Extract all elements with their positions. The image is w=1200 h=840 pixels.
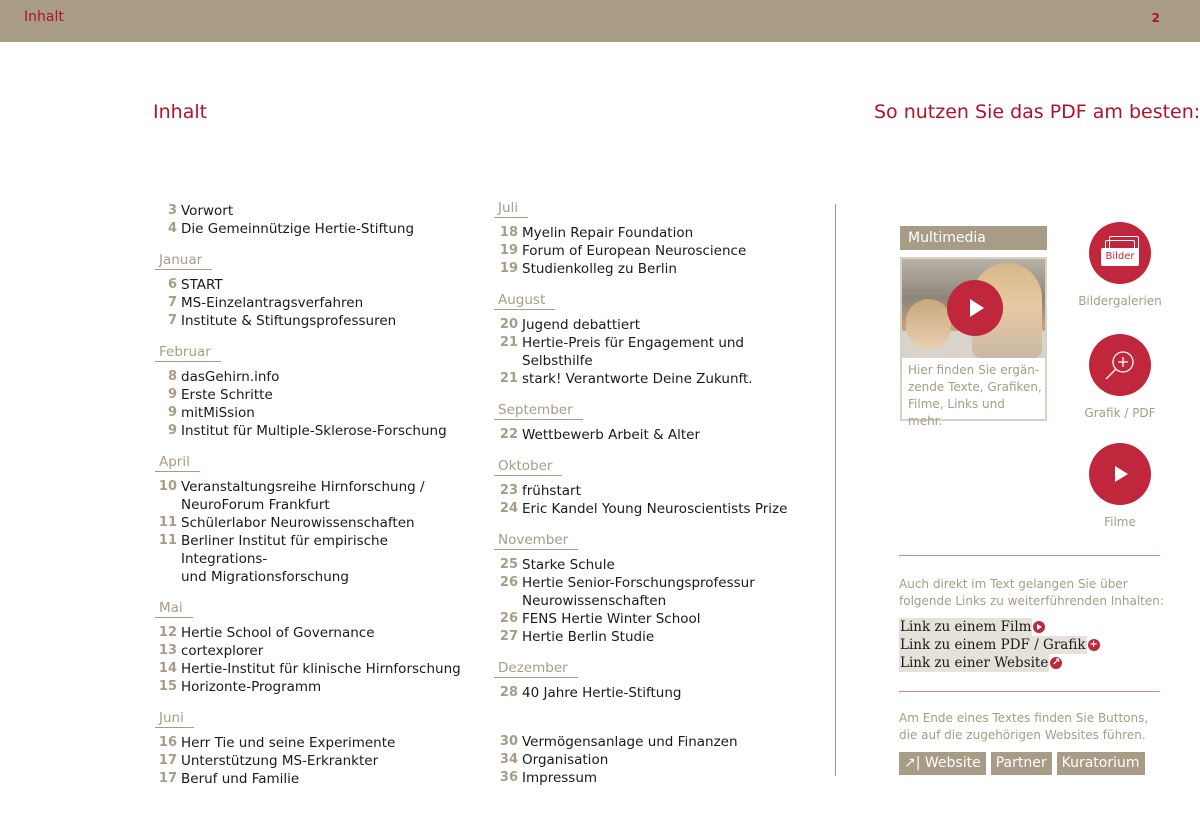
page-number: 21	[499, 371, 518, 386]
page-number: 13	[158, 643, 177, 658]
toc-entry[interactable]	[494, 574, 814, 592]
toc-entry[interactable]	[494, 260, 814, 278]
toc-entry[interactable]	[155, 752, 475, 770]
page-number: 21	[499, 335, 518, 350]
page-number: 24	[499, 501, 518, 516]
film-link[interactable]: Link zu einem Film	[899, 618, 1100, 636]
toc-group	[494, 291, 814, 388]
entry-title: Beruf und Familie	[181, 771, 300, 787]
entry-title: Erste Schritte	[181, 387, 273, 403]
page-number	[155, 496, 177, 514]
page-number: 11	[158, 515, 177, 530]
page-number: 34	[499, 752, 518, 767]
entry-title: MS-Einzelantragsverfahren	[181, 295, 364, 311]
gallery-icon[interactable]	[1089, 222, 1151, 284]
info-buttons-text: Am Ende eines Textes finden Sie Buttons, die auf die zugehörigen Websites führen.	[899, 711, 1149, 742]
month-label: Januar	[155, 251, 212, 270]
toc-entry[interactable]	[494, 684, 814, 702]
page-number: 14	[158, 661, 177, 676]
toc-entry[interactable]	[494, 426, 814, 444]
entry-title: cortexplorer	[181, 643, 264, 659]
top-bar	[0, 0, 1200, 42]
toc-entry[interactable]	[155, 642, 475, 660]
button-row	[899, 752, 1150, 775]
kuratorium-button[interactable]: Kuratorium	[1057, 752, 1145, 775]
entry-title: Neurowissenschaften	[522, 593, 667, 609]
zoom-icon[interactable]	[1089, 334, 1151, 396]
toc-group	[155, 251, 475, 330]
grafik-label: Grafik / PDF	[1084, 406, 1156, 420]
entry-title: Hertie-Institut für klinische Hirnforschung	[181, 661, 461, 677]
entry-title: Horizonte-Programm	[181, 679, 322, 695]
page-number: 11	[158, 533, 177, 548]
multimedia-photo	[902, 259, 1045, 358]
entry-title: Vorwort	[181, 203, 234, 219]
page-number: 23	[499, 483, 518, 498]
toc-entry[interactable]	[494, 733, 814, 751]
pdf-link[interactable]: Link zu einem PDF / Grafik +	[900, 637, 1098, 653]
page-number: 17	[158, 753, 177, 768]
toc-entry[interactable]	[494, 334, 814, 370]
toc-entry[interactable]	[155, 660, 475, 678]
page-number: 2	[1151, 11, 1160, 25]
toc-entry[interactable]	[155, 294, 475, 312]
month-label: August	[494, 291, 555, 310]
toc-entry[interactable]	[494, 316, 814, 334]
toc-entry[interactable]	[494, 751, 814, 769]
month-label: April	[155, 453, 200, 472]
month-label: Juni	[155, 709, 194, 728]
entry-title: Forum of European Neuroscience	[522, 243, 747, 259]
page-number: 4	[167, 221, 177, 236]
partner-button[interactable]: Partner	[991, 752, 1052, 775]
toc-entry[interactable]	[155, 514, 475, 532]
toc-group	[494, 457, 814, 518]
page-number: 3	[167, 203, 177, 218]
month-label: Oktober	[494, 457, 562, 476]
month-label: Februar	[155, 343, 221, 362]
toc-entry[interactable]	[155, 368, 475, 386]
toc-entry[interactable]	[155, 734, 475, 752]
divider	[899, 555, 1160, 556]
month-label: Mai	[155, 599, 193, 618]
toc-entry[interactable]	[155, 202, 475, 220]
page-number: 6	[167, 277, 177, 292]
toc-entry[interactable]	[155, 770, 475, 788]
toc-entry[interactable]	[155, 678, 475, 696]
gallery-badge: Bilder	[1101, 248, 1139, 266]
entry-title: Schülerlabor Neurowissenschaften	[181, 515, 415, 531]
toc-entry[interactable]	[155, 404, 475, 422]
entry-title: START	[181, 277, 223, 293]
page-number: 9	[167, 387, 177, 402]
toc-group	[494, 531, 814, 646]
page-number: 18	[499, 225, 518, 240]
filme-label: Filme	[1104, 515, 1136, 529]
page-number: 19	[499, 243, 518, 258]
play-icon	[1033, 621, 1045, 633]
toc-group	[494, 715, 814, 787]
page-number	[494, 592, 518, 610]
page-number: 36	[499, 770, 518, 785]
month-label: Dezember	[494, 659, 578, 678]
play-circle-icon[interactable]	[1089, 443, 1151, 505]
page-number	[155, 568, 177, 586]
play-icon[interactable]	[947, 280, 1003, 336]
entry-title: mitMiSsion	[181, 405, 255, 421]
toc-entry[interactable]	[155, 568, 475, 586]
page-number: 9	[167, 423, 177, 438]
toc-entry[interactable]	[494, 242, 814, 260]
page-number: 22	[499, 427, 518, 442]
page-number: 8	[167, 369, 177, 384]
page-number: 7	[167, 313, 177, 328]
multimedia-text: Hier finden Sie ergän-zende Texte, Grafiken, Filme, Links und mehr.	[908, 363, 1042, 428]
toc-entry[interactable]	[155, 220, 475, 238]
toc-group	[155, 599, 475, 696]
entry-title: Hertie-Preis für Engagement und Selbsthilfe	[522, 335, 744, 369]
entry-title: Studienkolleg zu Berlin	[522, 261, 677, 277]
toc-group	[155, 343, 475, 440]
page-number: 7	[167, 295, 177, 310]
month-label: Juli	[494, 199, 528, 218]
month-label: November	[494, 531, 578, 550]
toc-entry[interactable]	[155, 532, 475, 568]
entry-title: Hertie School of Governance	[181, 625, 375, 641]
toc-entry[interactable]	[494, 556, 814, 574]
divider-line	[835, 204, 836, 776]
entry-title: Organisation	[522, 752, 609, 768]
toc-entry[interactable]	[155, 422, 475, 440]
entry-title: 40 Jahre Hertie-Stiftung	[522, 685, 682, 701]
entry-title: stark! Verantworte Deine Zukunft.	[522, 371, 753, 387]
divider	[899, 691, 1160, 692]
page-number: 9	[167, 405, 177, 420]
entry-title: Hertie Senior-Forschungsprofessur	[522, 575, 755, 591]
multimedia-title: Multimedia	[900, 226, 1047, 250]
link-examples	[899, 618, 1100, 672]
entry-title: Hertie Berlin Studie	[522, 629, 655, 645]
toc-entry[interactable]	[155, 386, 475, 404]
website-link[interactable]: Link zu einer Website ↗	[900, 655, 1061, 671]
toc-entry[interactable]	[155, 312, 475, 330]
page-number: 25	[499, 557, 518, 572]
toc-entry[interactable]	[494, 628, 814, 646]
external-link-icon: ↗	[1052, 657, 1061, 668]
toc-group	[155, 453, 475, 586]
toc-entry[interactable]	[155, 478, 475, 496]
entry-title: Eric Kandel Young Neuroscientists Prize	[522, 501, 788, 517]
toc-entry[interactable]	[494, 224, 814, 242]
multimedia-box[interactable]	[900, 257, 1047, 428]
page-number: 12	[158, 625, 177, 640]
howto-heading: So nutzen Sie das PDF am besten:	[874, 101, 1200, 123]
entry-title: und Migrationsforschung	[181, 569, 349, 585]
page-number: 17	[158, 771, 177, 786]
toc-entry[interactable]	[494, 769, 814, 787]
month-label: September	[494, 401, 583, 420]
toc-entry[interactable]	[494, 482, 814, 500]
toc-entry[interactable]	[494, 610, 814, 628]
toc-group	[155, 202, 475, 238]
page-number: 30	[499, 734, 518, 749]
entry-title: Impressum	[522, 770, 598, 786]
toc-group	[494, 199, 814, 278]
entry-title: Institute & Stiftungsprofessuren	[181, 313, 397, 329]
page-number: 16	[158, 735, 177, 750]
contents-heading: Inhalt	[153, 101, 208, 123]
toc-entry[interactable]	[494, 500, 814, 518]
toc-group	[494, 659, 814, 702]
entry-title: Berliner Institut für empirische Integrations-	[181, 533, 388, 567]
page-number: 27	[499, 629, 518, 644]
entry-title: dasGehirn.info	[181, 369, 280, 385]
website-button[interactable]: ↗| Website	[899, 752, 986, 775]
entry-title: Die Gemeinnützige Hertie-Stiftung	[181, 221, 415, 237]
toc-entry[interactable]	[494, 592, 814, 610]
entry-title: Starke Schule	[522, 557, 615, 573]
header-title: Inhalt	[24, 9, 64, 25]
gallery-label: Bildergalerien	[1078, 294, 1162, 308]
entry-title: FENS Hertie Winter School	[522, 611, 701, 627]
plus-icon: +	[1089, 639, 1098, 650]
entry-title: Veranstaltungsreihe Hirnforschung /	[181, 479, 425, 495]
entry-title: Unterstützung MS-Erkrankter	[181, 753, 379, 769]
page-number: 10	[158, 479, 177, 494]
entry-title: Herr Tie und seine Experimente	[181, 735, 396, 751]
toc-group	[494, 401, 814, 444]
entry-title: frühstart	[522, 483, 581, 499]
entry-title: Vermögensanlage und Finanzen	[522, 734, 738, 750]
page-number: 20	[499, 317, 518, 332]
page-number: 15	[158, 679, 177, 694]
page-number: 19	[499, 261, 518, 276]
page-number: 28	[499, 685, 518, 700]
entry-title: NeuroForum Frankfurt	[181, 497, 330, 513]
toc-entry[interactable]	[155, 276, 475, 294]
entry-title: Jugend debattiert	[522, 317, 641, 333]
toc-entry[interactable]	[494, 370, 814, 388]
page-number: 26	[499, 611, 518, 626]
info-links-text: Auch direkt im Text gelangen Sie über folgende Links zu weiterführenden Inhalten:	[899, 577, 1164, 608]
toc-group	[155, 709, 475, 788]
toc-column-1	[155, 202, 475, 801]
toc-column-2	[494, 199, 814, 800]
entry-title: Wettbewerb Arbeit & Alter	[522, 427, 701, 443]
toc-entry[interactable]	[155, 496, 475, 514]
page-number: 26	[499, 575, 518, 590]
entry-title: Institut für Multiple-Sklerose-Forschung	[181, 423, 447, 439]
toc-entry[interactable]	[155, 624, 475, 642]
entry-title: Myelin Repair Foundation	[522, 225, 694, 241]
